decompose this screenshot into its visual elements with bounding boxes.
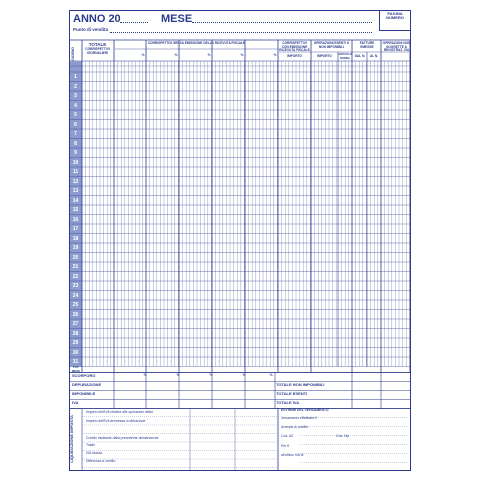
summary-imponibile: IMPONIBILE <box>72 391 96 396</box>
percent-label: % <box>143 373 147 377</box>
summary-iva: IVA <box>72 400 79 405</box>
day-number: 9 <box>74 150 77 156</box>
liquidazione-line-1: Importo dell'IVA relativa alle operazioni attive <box>86 410 154 414</box>
day-number: 21 <box>72 264 79 270</box>
day-number: 31 <box>72 359 79 365</box>
liquidazione-title: LIQUIDAZIONE IMPOSTA <box>69 414 75 463</box>
versamento-line-4: Cod. Dip. <box>336 434 351 438</box>
day-number: 1 <box>74 74 77 80</box>
importo2-header: IMPORTO <box>317 54 332 58</box>
versamento-title: ESTREMI DEL VERSAMENTO <box>281 408 329 412</box>
giorno-header: GIORNO <box>71 46 76 61</box>
percent-label: % <box>242 373 246 377</box>
day-number: 29 <box>72 340 79 346</box>
day-number: 18 <box>72 235 79 242</box>
operazioni-esenti-header: OPERAZIONI ESENTI O NON IMPONIBILI <box>313 41 350 49</box>
versamento-line-3: Cod. AZ <box>281 434 294 438</box>
summary-totale-non-imponibili: TOTALE NON IMPONIBILI <box>276 382 325 387</box>
percent-label: % <box>176 373 180 377</box>
corrispettivi-giornalieri-header: CORRISPETTIVI GIORNALIERI <box>85 47 110 55</box>
versamento-line-1: Versamento effettuato il <box>281 416 317 420</box>
liquidazione-line-3: Credito risultante dalla precedente dichiarazione <box>86 436 159 440</box>
operazioni-non-soggette-header: OPERAZIONI NON SOGGETTE A REGISTRAZ. IVA <box>382 41 411 53</box>
versamento-line-6: all'ufficio IVA di <box>281 453 304 457</box>
day-number: 16 <box>72 216 79 223</box>
day-number: 20 <box>72 254 79 261</box>
liquidazione-line-2: Importo dell'IVA ammessa in detrazione <box>86 419 146 423</box>
al-n-header: AL N. <box>369 54 379 58</box>
percent-label: % <box>207 53 211 57</box>
day-number: 8 <box>74 140 77 147</box>
day-number: 7 <box>74 131 77 137</box>
liquidazione-line-4: Totale <box>86 443 96 447</box>
day-number: 30 <box>72 349 79 356</box>
percent-label: % <box>269 373 273 377</box>
versamento-line-2: Azienda di credito <box>281 425 308 429</box>
day-number: 19 <box>72 245 79 251</box>
day-number: 27 <box>72 321 79 327</box>
day-number: 2 <box>74 83 77 90</box>
day-number: 17 <box>72 226 79 232</box>
summary-scorporo: SCORPORO <box>72 373 96 378</box>
dal-n-header: DAL N. <box>354 54 366 58</box>
day-number: 22 <box>72 273 79 280</box>
liquidazione-line-6: Differenza a credito <box>86 459 116 463</box>
liquidazione-line-5: IVA dovuta <box>86 451 103 455</box>
day-number: 4 <box>74 102 77 109</box>
versamento-line-5: Per € <box>281 444 290 448</box>
day-number: 14 <box>72 197 79 204</box>
day-number: 3 <box>74 93 77 99</box>
numero-label: NUMERO <box>386 15 404 20</box>
summary-totale-esenti: TOTALE ESENTI <box>276 391 308 396</box>
day-number: 6 <box>74 121 77 128</box>
day-number: 15 <box>72 207 79 213</box>
corrispettivi-con-header: CORRISPETTIVI CON EMISSIONE RICEVUTA FISCALE <box>279 41 310 53</box>
mese-label: MESE <box>161 13 193 25</box>
corrispettivi-senza-header: CORRISPETTIVI SENZA EMISSIONE DELLA RICEVUTA FISCALE <box>147 41 246 45</box>
day-number: 5 <box>74 112 77 118</box>
percent-label: % <box>141 53 145 57</box>
day-number: 12 <box>72 178 79 185</box>
punto-vendita-label: Punto di vendita <box>73 27 109 32</box>
summary-totale-iva: TOTALE IVA <box>276 400 300 405</box>
percent-label: % <box>240 53 244 57</box>
importo-header: IMPORTO <box>287 54 302 58</box>
totale-header: TOTALE <box>88 42 107 47</box>
day-number: 10 <box>72 159 79 166</box>
day-number: 26 <box>72 311 79 318</box>
pagina-label: PAGINA <box>387 11 403 16</box>
articolo-norma-header: ARTICOLO NORMA <box>338 53 352 60</box>
percent-label: % <box>209 373 213 377</box>
day-number: 28 <box>72 330 79 337</box>
day-number: 11 <box>72 169 79 175</box>
day-number: 23 <box>72 283 79 289</box>
day-number: 24 <box>72 292 79 299</box>
anno-label: ANNO 20 <box>73 13 121 25</box>
summary-depurazione: DEPURAZIONE <box>72 382 102 387</box>
tot-mese-label: TOT. MESE <box>71 365 81 373</box>
day-number: 13 <box>72 188 79 194</box>
percent-label: % <box>174 53 178 57</box>
fatture-emesse-header: FATTURE EMESSE <box>359 41 375 49</box>
day-number: 25 <box>72 302 79 308</box>
percent-label: % <box>273 53 277 57</box>
